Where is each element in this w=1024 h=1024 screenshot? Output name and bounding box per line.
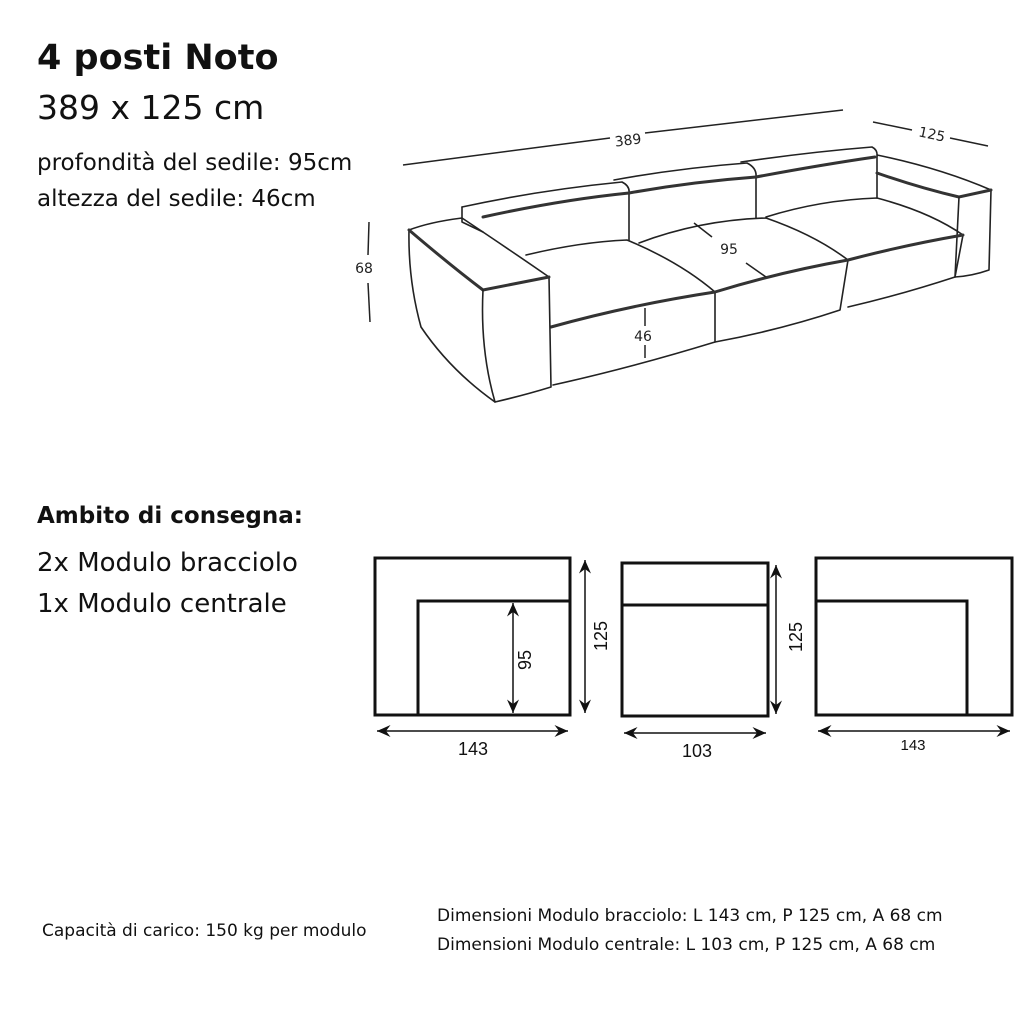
module-2-depth: 125: [786, 621, 806, 653]
module-1-width: 143: [457, 739, 489, 759]
delivery-item: 2x Modulo bracciolo: [37, 548, 298, 578]
armrest-module-spec: Dimensioni Modulo bracciolo: L 143 cm, P 125 cm, A 68 cm: [437, 906, 943, 926]
depth-dimension-line: [873, 122, 912, 130]
height-dimension-line: [368, 283, 370, 322]
load-capacity-text: Capacità di carico: 150 kg per modulo: [42, 921, 367, 941]
module-3-width: 143: [900, 737, 926, 754]
module-armrest-right-plan: [816, 558, 1012, 754]
delivery-item: 1x Modulo centrale: [37, 589, 287, 619]
width-dimension-line: [645, 110, 843, 133]
seat-height-label: 46: [634, 329, 652, 345]
module-2-width: 103: [681, 741, 713, 761]
sofa-illustration: [409, 147, 991, 402]
module-central-plan: [622, 563, 806, 761]
seat-depth-line: [746, 263, 766, 277]
product-title: 4 posti Noto: [37, 38, 279, 78]
depth-dimension-line: [950, 138, 988, 146]
central-module-spec: Dimensioni Modulo centrale: L 103 cm, P 125 cm, A 68 cm: [437, 935, 936, 955]
height-dimension-line: [368, 222, 369, 255]
delivery-heading: Ambito di consegna:: [37, 503, 303, 529]
depth-label: 125: [917, 124, 947, 146]
width-dimension-line: [403, 138, 610, 165]
module-1-seat-depth: 95: [515, 649, 535, 671]
seat-depth-text: profondità del sedile: 95cm: [37, 150, 353, 176]
height-label: 68: [355, 261, 373, 277]
product-dimensions: 389 x 125 cm: [37, 88, 265, 127]
module-armrest-left-plan: [375, 558, 611, 759]
module-1-depth: 125: [591, 620, 611, 652]
seat-depth-label: 95: [720, 242, 738, 258]
seat-height-text: altezza del sedile: 46cm: [37, 186, 316, 212]
width-label: 389: [613, 131, 643, 151]
